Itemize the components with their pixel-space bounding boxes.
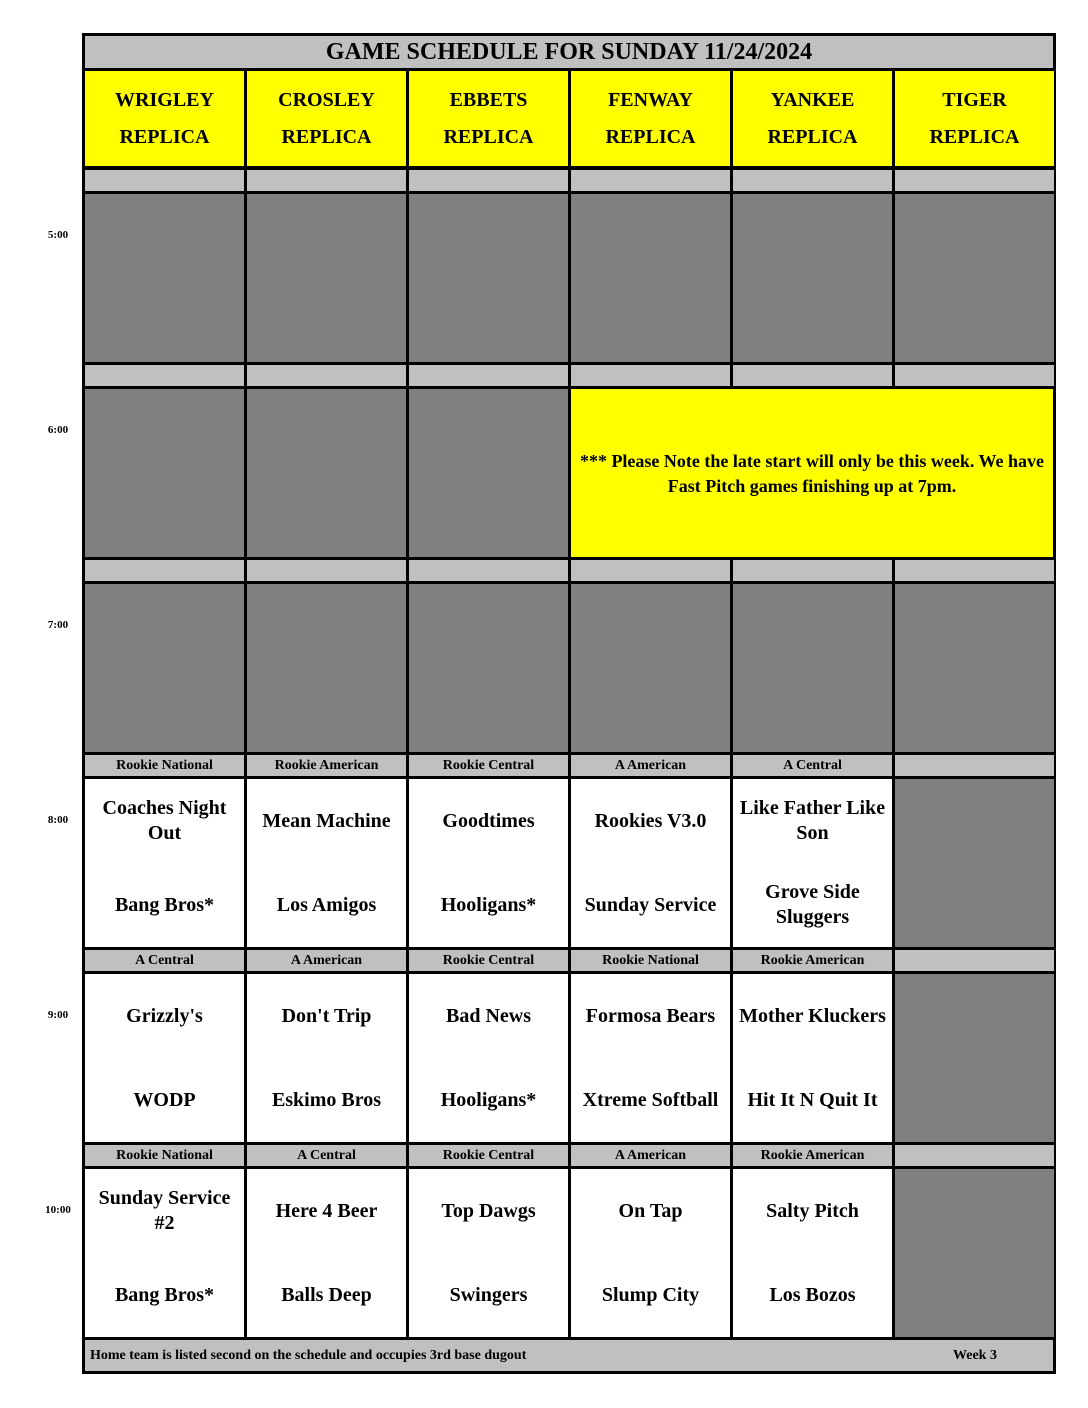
time-label: 7:00 xyxy=(47,619,69,631)
field-name: CROSLEY xyxy=(278,88,375,111)
division-label xyxy=(409,365,568,386)
closed-slot xyxy=(733,194,892,362)
field-name: TIGER xyxy=(942,88,1007,111)
game-cell xyxy=(85,779,244,947)
closed-slot xyxy=(571,584,730,752)
game-cell xyxy=(733,779,892,947)
game-cell xyxy=(409,974,568,1142)
field-name: WRIGLEY xyxy=(115,88,214,111)
home-team: Bang Bros* xyxy=(114,1283,215,1306)
division-label xyxy=(247,365,406,386)
closed-slot xyxy=(85,389,244,557)
home-team: Hooligans* xyxy=(440,893,537,916)
field-name: YANKEE xyxy=(770,88,855,111)
division-label: Rookie Central xyxy=(409,755,568,776)
division-label xyxy=(571,170,730,191)
closed-slot xyxy=(409,389,568,557)
home-team: Hit It N Quit It xyxy=(747,1088,878,1111)
division-label xyxy=(895,950,1054,971)
closed-slot xyxy=(247,584,406,752)
game-cell xyxy=(571,1169,730,1337)
division-label: Rookie American xyxy=(733,1145,892,1166)
home-team: Grove Side Sluggers xyxy=(765,881,860,928)
closed-slot xyxy=(85,194,244,362)
closed-slot xyxy=(895,779,1054,947)
field-subtitle: REPLICA xyxy=(443,125,534,148)
division-label: Rookie National xyxy=(85,755,244,776)
division-label: Rookie National xyxy=(571,950,730,971)
home-team-note: Home team is listed second on the schedule and occupies 3rd base dugout xyxy=(90,1347,527,1363)
game-cell xyxy=(85,974,244,1142)
time-label: 6:00 xyxy=(47,424,69,436)
division-label xyxy=(895,1145,1054,1166)
division-label: A American xyxy=(247,950,406,971)
away-team: Don't Trip xyxy=(281,1004,372,1027)
game-cell xyxy=(247,779,406,947)
time-label: 9:00 xyxy=(47,1009,69,1021)
game-cell xyxy=(247,974,406,1142)
field-name: FENWAY xyxy=(608,88,693,111)
field-header-fenway xyxy=(571,71,730,166)
closed-slot xyxy=(247,389,406,557)
field-header-ebbets xyxy=(409,71,568,166)
game-cell xyxy=(409,779,568,947)
page-title: GAME SCHEDULE FOR SUNDAY 11/24/2024 xyxy=(85,36,1053,68)
home-team: Balls Deep xyxy=(281,1283,372,1306)
division-label: Rookie Central xyxy=(409,950,568,971)
time-label: 10:00 xyxy=(45,1204,71,1216)
division-label: A American xyxy=(571,1145,730,1166)
closed-slot xyxy=(409,194,568,362)
time-label: 8:00 xyxy=(47,814,69,826)
away-team: Bad News xyxy=(445,1004,531,1027)
game-cell xyxy=(733,1169,892,1337)
away-team: Salty Pitch xyxy=(766,1199,859,1222)
field-subtitle: REPLICA xyxy=(767,125,858,148)
home-team: Slump City xyxy=(601,1283,700,1306)
closed-slot xyxy=(409,584,568,752)
closed-slot xyxy=(895,1169,1054,1337)
division-label: Rookie American xyxy=(247,755,406,776)
game-cell xyxy=(247,1169,406,1337)
division-label xyxy=(571,560,730,581)
home-team: WODP xyxy=(133,1088,196,1111)
schedule-sheet xyxy=(82,33,1056,1374)
field-subtitle: REPLICA xyxy=(281,125,372,148)
division-label xyxy=(895,170,1054,191)
division-label: A Central xyxy=(733,755,892,776)
division-label: Rookie Central xyxy=(409,1145,568,1166)
division-label xyxy=(85,170,244,191)
late-start-notice: *** Please Note the late start will only be this week. We have Fast Pitch games finishing up at 7pm. xyxy=(571,389,1053,557)
division-label xyxy=(247,170,406,191)
field-name: EBBETS xyxy=(449,88,528,111)
home-team: Swingers xyxy=(449,1283,528,1306)
home-team: Eskimo Bros xyxy=(271,1088,382,1111)
game-cell xyxy=(733,974,892,1142)
division-label: Rookie American xyxy=(733,950,892,971)
away-team: Sunday Service #2 xyxy=(98,1187,231,1234)
division-label xyxy=(895,365,1054,386)
away-team: Top Dawgs xyxy=(441,1199,536,1222)
home-team: Sunday Service xyxy=(584,893,717,916)
game-cell xyxy=(409,1169,568,1337)
away-team: Mean Machine xyxy=(262,809,391,832)
home-team: Los Bozos xyxy=(769,1283,856,1306)
closed-slot xyxy=(895,584,1054,752)
division-label xyxy=(409,170,568,191)
field-subtitle: REPLICA xyxy=(119,125,210,148)
division-label xyxy=(895,755,1054,776)
division-label: A Central xyxy=(247,1145,406,1166)
home-team: Bang Bros* xyxy=(114,893,215,916)
field-header-yankee xyxy=(733,71,892,166)
game-cell xyxy=(85,1169,244,1337)
away-team: Goodtimes xyxy=(442,809,535,832)
division-label xyxy=(247,560,406,581)
field-header-wrigley xyxy=(85,71,244,166)
week-label: Week 3 xyxy=(953,1347,997,1363)
footer-bar xyxy=(85,1340,1053,1371)
away-team: Rookies V3.0 xyxy=(594,809,707,832)
division-label: A Central xyxy=(85,950,244,971)
division-label xyxy=(85,365,244,386)
away-team: Like Father Like Son xyxy=(739,797,886,844)
home-team: Hooligans* xyxy=(440,1088,537,1111)
away-team: On Tap xyxy=(618,1199,683,1222)
closed-slot xyxy=(85,584,244,752)
closed-slot xyxy=(571,194,730,362)
division-label xyxy=(409,560,568,581)
division-label xyxy=(85,560,244,581)
away-team: Grizzly's xyxy=(126,1004,203,1027)
division-label: A American xyxy=(571,755,730,776)
away-team: Here 4 Beer xyxy=(275,1199,378,1222)
field-header-tiger xyxy=(895,71,1054,166)
closed-slot xyxy=(895,974,1054,1142)
field-header-crosley xyxy=(247,71,406,166)
field-subtitle: REPLICA xyxy=(929,125,1020,148)
home-team: Xtreme Softball xyxy=(582,1088,719,1111)
division-label xyxy=(733,365,892,386)
field-subtitle: REPLICA xyxy=(605,125,696,148)
closed-slot xyxy=(733,584,892,752)
home-team: Los Amigos xyxy=(276,893,377,916)
time-label: 5:00 xyxy=(47,229,69,241)
division-label xyxy=(733,560,892,581)
game-cell xyxy=(571,974,730,1142)
division-label xyxy=(571,365,730,386)
division-label xyxy=(895,560,1054,581)
away-team: Coaches Night Out xyxy=(102,797,227,844)
game-cell xyxy=(571,779,730,947)
division-label: Rookie National xyxy=(85,1145,244,1166)
away-team: Formosa Bears xyxy=(585,1004,716,1027)
closed-slot xyxy=(247,194,406,362)
division-label xyxy=(733,170,892,191)
closed-slot xyxy=(895,194,1054,362)
away-team: Mother Kluckers xyxy=(739,1004,886,1027)
